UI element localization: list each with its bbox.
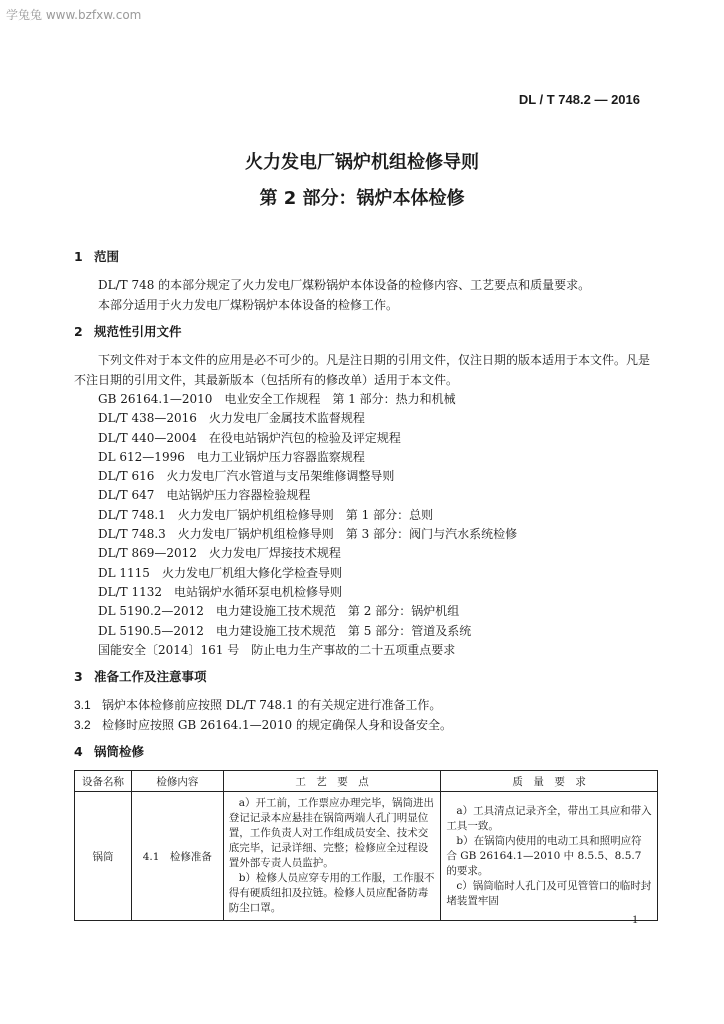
- clause-item: [74, 715, 658, 735]
- maintenance-table: [74, 770, 658, 921]
- section-number: 4: [74, 744, 83, 760]
- section-title: 范围: [94, 249, 120, 264]
- section-4-heading: [74, 743, 658, 761]
- quality-point: c）锅筒临时人孔门及可见管管口的临时封堵装置牢固: [446, 879, 652, 907]
- section-title: 准备工作及注意事项: [94, 669, 207, 685]
- table-header-row: [75, 771, 658, 792]
- quality-point: a）工具清点记录齐全，带出工具应和带入工具一致。: [446, 804, 652, 832]
- document-subtitle: 第 2 部分：锅炉本体检修: [259, 188, 465, 209]
- reference-item: GB 26164.1—2010 电业安全工作规程 第 1 部分：热力和机械: [98, 392, 456, 406]
- reference-item: DL/T 616 火力发电厂汽水管道与支吊架维修调整导则: [98, 469, 395, 484]
- reference-item: DL/T 748.3 火力发电厂锅炉机组检修导则 第 3 部分：阀门与汽水系统检修: [98, 527, 518, 542]
- clause-number: 3.2: [74, 718, 91, 733]
- watermark-text: 学兔兔 www.bzfxw.com: [6, 8, 142, 22]
- reference-item: DL 1115 火力发电厂机组大修化学检查导则: [98, 565, 342, 580]
- device-name-cell: 锅筒: [75, 792, 132, 921]
- process-points-cell: [223, 792, 441, 921]
- reference-item: DL/T 440—2004 在役电站锅炉汽包的检验及评定规程: [98, 430, 401, 445]
- section-number: 3: [74, 669, 83, 685]
- reference-item: DL/T 748.1 火力发电厂锅炉机组检修导则 第 1 部分：总则: [98, 507, 434, 522]
- section-3-heading: [74, 668, 658, 686]
- section-number: 1: [74, 249, 83, 264]
- table-header-cell: 设备名称: [75, 771, 132, 792]
- reference-item: DL/T 1132 电站锅炉水循环泵电机检修导则: [98, 584, 342, 599]
- section-1-heading: [74, 248, 658, 266]
- document-body: [74, 248, 658, 770]
- table-header-cell: 质 量 要 求: [441, 771, 658, 792]
- reference-item: DL 5190.2—2012 电力建设施工技术规范 第 2 部分：锅炉机组: [98, 604, 460, 619]
- reference-item: DL 612—1996 电力工业锅炉压力容器监察规程: [98, 449, 365, 464]
- section-2-heading: [74, 323, 658, 341]
- process-point: a）开工前，工作票应办理完毕，锅筒进出登记记录本应悬挂在锅筒两端人孔门明显位置，工作负责人对工作组成员安全、技术交底完毕，记录详细、完整；检修应全过程设置外部专责人员监护。: [228, 797, 435, 869]
- standard-code: DL / T 748.2 — 2016: [518, 92, 640, 107]
- maintenance-content-cell: 4.1 检修准备: [131, 792, 223, 921]
- page-number: 1: [632, 912, 638, 926]
- table-row: [75, 792, 658, 921]
- paragraph: 下列文件对于本文件的应用是必不可少的。凡是注日期的引用文件，仅注日期的版本适用于本文件。凡是不注日期的引用文件，其最新版本（包括所有的修改单）适用于本文件。: [74, 353, 651, 387]
- paragraph: 本部分适用于火力发电厂煤粉锅炉本体设备的检修工作。: [98, 298, 399, 312]
- section-title: 锅筒检修: [94, 744, 145, 760]
- quality-requirements-cell: [441, 792, 658, 921]
- process-point: b）检修人员应穿专用的工作服，工作服不得有硬质纽扣及拉链。检修人员应配备防毒防尘口罩。: [228, 872, 435, 914]
- reference-item: DL/T 869—2012 火力发电厂焊接技术规程: [98, 546, 341, 561]
- clause-text: 检修时应按照 GB 26164.1—2010 的规定确保人身和设备安全。: [102, 718, 453, 733]
- quality-point: b）在锅筒内使用的电动工具和照明应符合 GB 26164.1—2010 中 8.5.5、8.5.7 的要求。: [446, 834, 642, 877]
- reference-item: DL/T 438—2016 火力发电厂金属技术监督规程: [98, 411, 365, 426]
- clause-number: 3.1: [74, 698, 91, 713]
- section-title: 规范性引用文件: [94, 324, 182, 339]
- table-header-cell: 工 艺 要 点: [223, 771, 441, 792]
- reference-item: 国能安全〔2014〕161 号 防止电力生产事故的二十五项重点要求: [98, 642, 456, 657]
- paragraph: DL/T 748 的本部分规定了火力发电厂煤粉锅炉本体设备的检修内容、工艺要点和质量要求。: [98, 278, 591, 292]
- clause-item: [74, 695, 658, 715]
- reference-item: DL/T 647 电站锅炉压力容器检验规程: [98, 488, 311, 503]
- section-number: 2: [74, 324, 83, 339]
- table-header-cell: 检修内容: [131, 771, 223, 792]
- clause-text: 锅炉本体检修前应按照 DL/T 748.1 的有关规定进行准备工作。: [102, 698, 442, 713]
- reference-item: DL 5190.5—2012 电力建设施工技术规范 第 5 部分：管道及系统: [98, 623, 472, 638]
- document-title: 火力发电厂锅炉机组检修导则: [245, 152, 479, 173]
